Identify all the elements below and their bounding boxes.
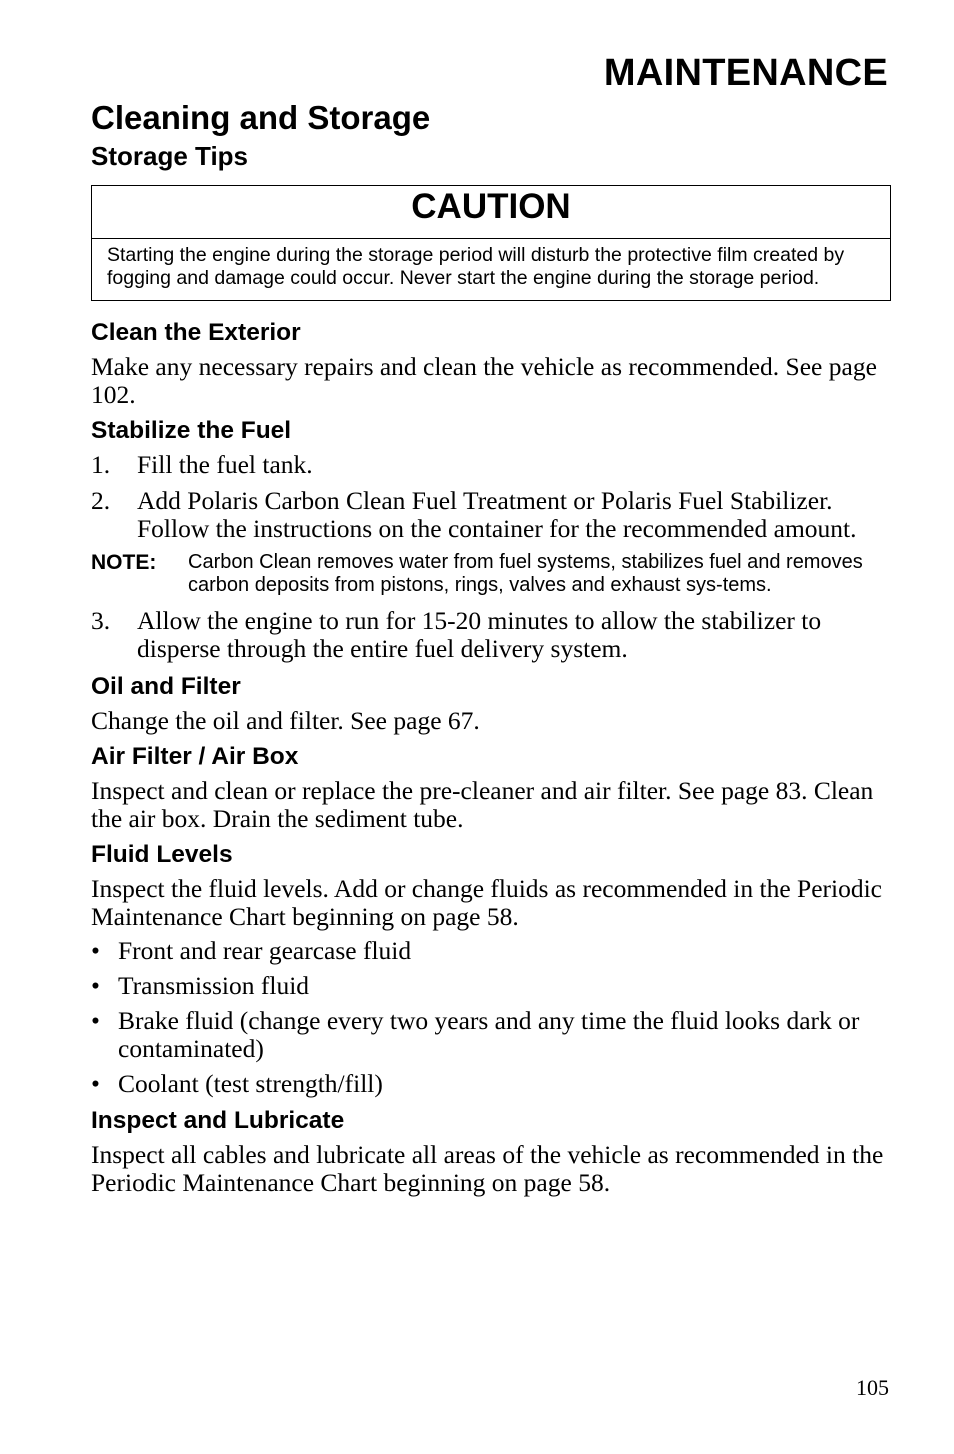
bullet-text: Transmission fluid (118, 971, 310, 1000)
step-number: 3. (91, 606, 111, 635)
inspect-lubricate-text: Inspect all cables and lubricate all areas of the vehicle as recommended in the Periodic Maintenance Chart beginning on page 58. (91, 1140, 884, 1197)
fluid-levels-text: Inspect the fluid levels. Add or change fluids as recommended in the Periodic Maintenance Chart beginning on page 58. (91, 874, 882, 931)
list-item (91, 937, 891, 965)
caution-text: Starting the engine during the storage period will disturb the protective film created by fogging and damage could occur. Never start the engine during the storage period. (107, 244, 845, 289)
stabilize-fuel-heading: Stabilize the Fuel (91, 417, 292, 444)
chapter-title: MAINTENANCE (603, 52, 888, 94)
page-content (91, 97, 891, 1203)
note (91, 551, 891, 597)
list-item (91, 451, 891, 479)
list-item (91, 487, 891, 543)
page-number: 105 (856, 1375, 889, 1400)
step-text: Fill the fuel tank. (137, 450, 313, 479)
list-item (91, 1007, 891, 1063)
step-number: 2. (91, 486, 111, 515)
step-number: 1. (91, 450, 111, 479)
fluid-levels-heading: Fluid Levels (91, 841, 233, 868)
bullet-icon: • (91, 1006, 100, 1035)
clean-exterior-heading: Clean the Exterior (91, 319, 301, 346)
bullet-text: Front and rear gearcase fluid (118, 936, 412, 965)
note-label: NOTE: (91, 551, 157, 574)
subsection-title: Storage Tips (91, 141, 249, 171)
bullet-icon: • (91, 936, 100, 965)
step-text: Add Polaris Carbon Clean Fuel Treatment or Polaris Fuel Stabilizer. Follow the instructions on the container for the recommended amount. (137, 486, 857, 543)
list-item (91, 607, 891, 663)
list-item (91, 972, 891, 1000)
air-filter-text: Inspect and clean or replace the pre-cleaner and air filter. See page 83. Clean the air box. Drain the sediment tube. (91, 776, 874, 833)
step-text: Allow the engine to run for 15-20 minutes to allow the stabilizer to disperse through the entire fuel delivery system. (137, 606, 822, 663)
section-title: Cleaning and Storage (91, 99, 431, 136)
bullet-text: Brake fluid (change every two years and any time the fluid looks dark or contaminated) (118, 1006, 860, 1063)
list-item (91, 1070, 891, 1098)
oil-filter-heading: Oil and Filter (91, 673, 241, 700)
bullet-icon: • (91, 971, 100, 1000)
oil-filter-text: Change the oil and filter. See page 67. (91, 706, 480, 735)
bullet-text: Coolant (test strength/fill) (118, 1069, 383, 1098)
clean-exterior-text: Make any necessary repairs and clean the vehicle as recommended. See page 102. (91, 352, 877, 409)
caution-heading: CAUTION (92, 186, 890, 239)
air-filter-heading: Air Filter / Air Box (91, 743, 299, 770)
inspect-lubricate-heading: Inspect and Lubricate (91, 1107, 345, 1134)
bullet-icon: • (91, 1069, 100, 1098)
caution-box (91, 185, 891, 301)
note-text: Carbon Clean removes water from fuel systems, stabilizes fuel and removes carbon deposits from pistons, rings, valves and exhaust sys-tems. (188, 551, 863, 596)
